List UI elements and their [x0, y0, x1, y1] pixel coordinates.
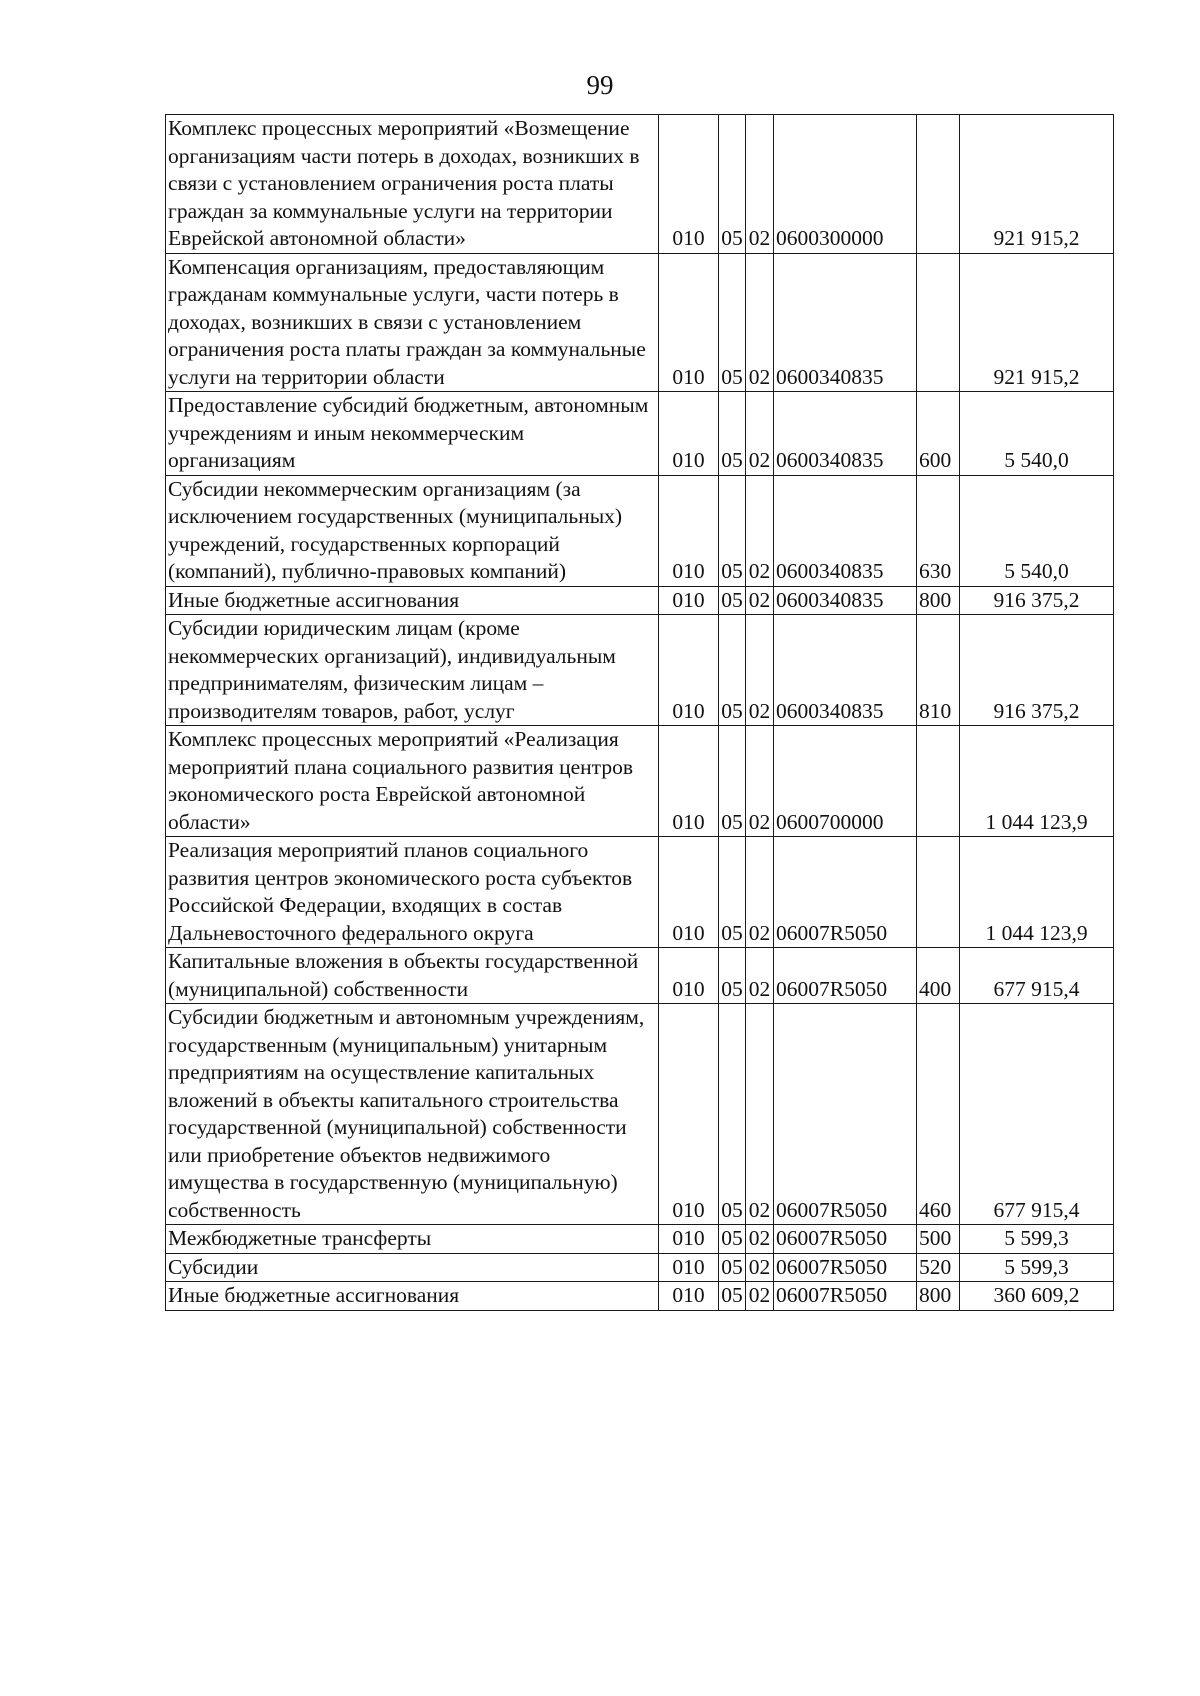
- row-subsection-code: 02: [746, 726, 774, 837]
- row-section-code: 05: [719, 1225, 746, 1254]
- table-row: [166, 1004, 1114, 1225]
- row-subsection-code: 02: [746, 837, 774, 948]
- row-ministry-code: 010: [659, 1225, 719, 1254]
- row-subsection-code: 02: [746, 1225, 774, 1254]
- row-amount: 5 540,0: [960, 475, 1114, 586]
- row-section-code: 05: [719, 475, 746, 586]
- row-expense-type-code: 460: [917, 1004, 960, 1225]
- row-expense-type-code: 400: [917, 948, 960, 1004]
- table-row: [166, 948, 1114, 1004]
- row-description: Реализация мероприятий планов социального развития центров экономического роста субъектов Российской Федерации, входящих в состав Дальневосточного федерального округа: [166, 837, 659, 948]
- row-section-code: 05: [719, 1282, 746, 1311]
- row-section-code: 05: [719, 115, 746, 254]
- row-description: Субсидии некоммерческим организациям (за исключением государственных (муниципальных) учреждений, государственных корпораций (компаний), публично-правовых компаний): [166, 475, 659, 586]
- row-amount: 677 915,4: [960, 948, 1114, 1004]
- row-description: Капитальные вложения в объекты государственной (муниципальной) собственности: [166, 948, 659, 1004]
- row-amount: 1 044 123,9: [960, 837, 1114, 948]
- row-amount: 1 044 123,9: [960, 726, 1114, 837]
- row-ministry-code: 010: [659, 1004, 719, 1225]
- row-expense-type-code: 630: [917, 475, 960, 586]
- row-amount: 916 375,2: [960, 586, 1114, 615]
- row-ministry-code: 010: [659, 615, 719, 726]
- row-expense-type-code: 800: [917, 586, 960, 615]
- table-row: [166, 615, 1114, 726]
- row-subsection-code: 02: [746, 392, 774, 476]
- row-ministry-code: 010: [659, 586, 719, 615]
- row-ministry-code: 010: [659, 837, 719, 948]
- row-section-code: 05: [719, 392, 746, 476]
- row-target-article-code: 06007R5050: [774, 837, 917, 948]
- row-expense-type-code: 520: [917, 1253, 960, 1282]
- table-row: [166, 1282, 1114, 1311]
- row-section-code: 05: [719, 948, 746, 1004]
- row-amount: 921 915,2: [960, 115, 1114, 254]
- row-ministry-code: 010: [659, 115, 719, 254]
- row-description: Субсидии юридическим лицам (кроме некоммерческих организаций), индивидуальным предпринимателям, физическим лицам – производителям товаров, работ, услуг: [166, 615, 659, 726]
- row-expense-type-code: [917, 115, 960, 254]
- row-subsection-code: 02: [746, 1282, 774, 1311]
- page-number: 99: [586, 70, 614, 100]
- budget-table-body: [166, 115, 1114, 1311]
- table-row: [166, 392, 1114, 476]
- row-description: Иные бюджетные ассигнования: [166, 1282, 659, 1311]
- row-target-article-code: 06007R5050: [774, 948, 917, 1004]
- row-description: Компенсация организациям, предоставляющим гражданам коммунальные услуги, части потерь в доходах, возникших в связи с установлением ограничения роста платы граждан за коммунальные услуги на территории области: [166, 253, 659, 392]
- row-target-article-code: 0600340835: [774, 586, 917, 615]
- row-expense-type-code: 600: [917, 392, 960, 476]
- row-amount: 5 540,0: [960, 392, 1114, 476]
- row-target-article-code: 0600340835: [774, 475, 917, 586]
- row-section-code: 05: [719, 615, 746, 726]
- row-target-article-code: 06007R5050: [774, 1282, 917, 1311]
- row-target-article-code: 0600340835: [774, 392, 917, 476]
- row-description: Субсидии: [166, 1253, 659, 1282]
- row-subsection-code: 02: [746, 586, 774, 615]
- row-section-code: 05: [719, 1253, 746, 1282]
- row-subsection-code: 02: [746, 253, 774, 392]
- row-ministry-code: 010: [659, 392, 719, 476]
- row-subsection-code: 02: [746, 475, 774, 586]
- row-ministry-code: 010: [659, 1282, 719, 1311]
- row-amount: 916 375,2: [960, 615, 1114, 726]
- row-description: Межбюджетные трансферты: [166, 1225, 659, 1254]
- budget-table: [165, 114, 1114, 1311]
- table-row: [166, 475, 1114, 586]
- row-subsection-code: 02: [746, 1253, 774, 1282]
- row-description: Комплекс процессных мероприятий «Возмещение организациям части потерь в доходах, возникших в связи с установлением ограничения роста платы граждан за коммунальные услуги на территории Еврейской автономной области»: [166, 115, 659, 254]
- table-row: [166, 837, 1114, 948]
- row-amount: 921 915,2: [960, 253, 1114, 392]
- row-section-code: 05: [719, 586, 746, 615]
- table-row: [166, 253, 1114, 392]
- row-expense-type-code: 800: [917, 1282, 960, 1311]
- row-amount: 5 599,3: [960, 1253, 1114, 1282]
- table-row: [166, 726, 1114, 837]
- row-amount: 5 599,3: [960, 1225, 1114, 1254]
- table-row: [166, 1253, 1114, 1282]
- row-section-code: 05: [719, 726, 746, 837]
- row-subsection-code: 02: [746, 615, 774, 726]
- row-subsection-code: 02: [746, 115, 774, 254]
- row-description: Субсидии бюджетным и автономным учреждениям, государственным (муниципальным) унитарным предприятиям на осуществление капитальных вложений в объекты капитального строительства государственной (муниципальной) собственности или приобретение объектов недвижимого имущества в государственную (муниципальную) собственность: [166, 1004, 659, 1225]
- row-description: Комплекс процессных мероприятий «Реализация мероприятий плана социального развития центров экономического роста Еврейской автономной области»: [166, 726, 659, 837]
- row-expense-type-code: 500: [917, 1225, 960, 1254]
- row-section-code: 05: [719, 837, 746, 948]
- table-row: [166, 586, 1114, 615]
- row-amount: 677 915,4: [960, 1004, 1114, 1225]
- row-target-article-code: 0600340835: [774, 253, 917, 392]
- row-ministry-code: 010: [659, 948, 719, 1004]
- row-amount: 360 609,2: [960, 1282, 1114, 1311]
- row-subsection-code: 02: [746, 948, 774, 1004]
- row-target-article-code: 06007R5050: [774, 1004, 917, 1225]
- row-expense-type-code: [917, 253, 960, 392]
- row-section-code: 05: [719, 1004, 746, 1225]
- row-expense-type-code: [917, 837, 960, 948]
- row-target-article-code: 06007R5050: [774, 1253, 917, 1282]
- row-description: Предоставление субсидий бюджетным, автономным учреждениям и иным некоммерческим организациям: [166, 392, 659, 476]
- row-ministry-code: 010: [659, 475, 719, 586]
- row-description: Иные бюджетные ассигнования: [166, 586, 659, 615]
- table-row: [166, 115, 1114, 254]
- table-row: [166, 1225, 1114, 1254]
- row-target-article-code: 06007R5050: [774, 1225, 917, 1254]
- row-target-article-code: 0600300000: [774, 115, 917, 254]
- row-target-article-code: 0600700000: [774, 726, 917, 837]
- row-target-article-code: 0600340835: [774, 615, 917, 726]
- row-subsection-code: 02: [746, 1004, 774, 1225]
- row-ministry-code: 010: [659, 1253, 719, 1282]
- row-section-code: 05: [719, 253, 746, 392]
- row-expense-type-code: [917, 726, 960, 837]
- row-expense-type-code: 810: [917, 615, 960, 726]
- row-ministry-code: 010: [659, 253, 719, 392]
- row-ministry-code: 010: [659, 726, 719, 837]
